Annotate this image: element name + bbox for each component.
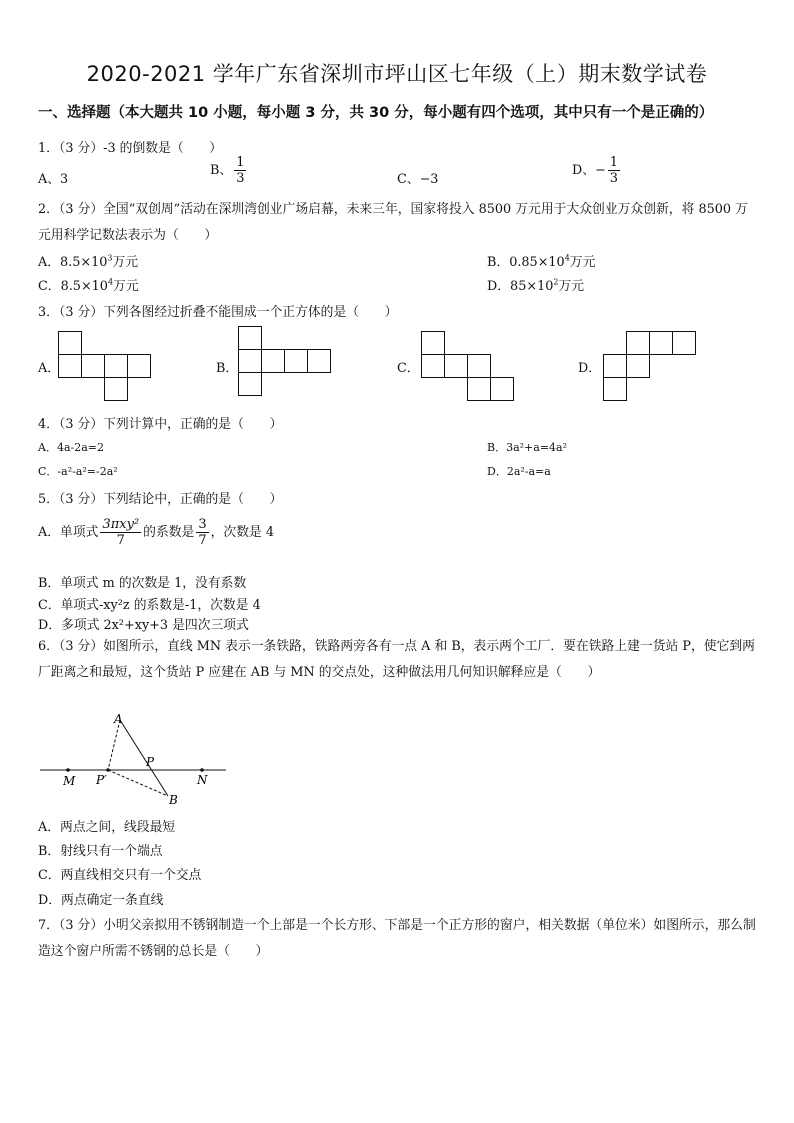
q1-b-fraction — [234, 156, 246, 185]
q5-a-coef — [196, 518, 208, 547]
q1-d-prefix: D、− — [572, 163, 606, 178]
net-square — [238, 372, 262, 396]
q1-option-a: A、3 — [38, 172, 69, 187]
q3-label-a: A． — [38, 361, 61, 376]
label-p-prime: P′ — [96, 773, 107, 787]
q7-stem: 7．（3 分）小明父亲拟用不锈钢制造一个上部是一个长方形、下部是一个正方形的窗户，相关数据（单位米）如图所示，那么制造这个窗户所需不锈钢的总长是（ ） — [38, 918, 756, 959]
q2-d-unit: 万元 — [558, 279, 585, 294]
q2-b-base: B．0.85×10 — [487, 255, 565, 270]
net-square — [626, 331, 650, 355]
q2-b-unit: 万元 — [569, 255, 596, 270]
q4-stem: 4．（3 分）下列计算中，正确的是（ ） — [38, 417, 283, 432]
q5-a-monomial — [100, 518, 141, 547]
label-a: A — [114, 712, 123, 726]
q6-stem: 6．（3 分）如图所示，直线 MN 表示一条铁路，铁路两旁各有一点 A 和 B，表示两个工厂．要在铁路上建一货站 P，使它到两厂距离之和最短，这个货站 P 应建在 AB 与 MN 的交点处，这种做法用几何知识解释应是（ ） — [38, 639, 755, 680]
q5-option-d: D．多项式 2x²+xy+3 是四次三项式 — [38, 618, 249, 633]
q6-option-c: C．两直线相交只有一个交点 — [38, 868, 202, 883]
q2-d-base: D．85×10 — [487, 279, 554, 294]
q1-option-b — [210, 156, 248, 185]
net-square — [421, 331, 445, 355]
q2-c-base: C．8.5×10 — [38, 279, 108, 294]
label-b: B — [169, 793, 178, 807]
q6-option-a: A．两点之间，线段最短 — [38, 820, 176, 835]
q5-option-c: C．单项式-xy²z 的系数是-1，次数是 4 — [38, 598, 261, 613]
q1-b-den: 3 — [236, 171, 245, 186]
net-square — [104, 354, 128, 378]
label-m: M — [63, 774, 76, 788]
q2-option-d — [487, 275, 584, 294]
point-p2 — [106, 768, 110, 772]
q2-a-exp: 3 — [107, 253, 113, 263]
q2-c-exp: 4 — [107, 277, 114, 287]
q4-option-c: C．-a²-a²=-2a² — [38, 465, 118, 478]
net-square — [58, 354, 82, 378]
label-p: P — [146, 755, 155, 769]
q5-option-b: B．单项式 m 的次数是 1，没有系数 — [38, 576, 247, 591]
net-square — [603, 354, 627, 378]
q2-option-c — [38, 275, 139, 294]
q3-label-c: C． — [397, 361, 420, 376]
q1-d-fraction — [608, 156, 620, 185]
net-square — [490, 377, 514, 401]
q1-stem: 1．（3 分）-3 的倒数是（ ） — [38, 141, 223, 156]
q2-option-b — [487, 251, 595, 270]
q1-d-den: 3 — [609, 171, 619, 186]
net-square — [261, 349, 285, 373]
net-square — [421, 354, 445, 378]
net-square — [238, 326, 262, 350]
q3-label-d: D． — [578, 361, 602, 376]
net-square — [649, 331, 673, 355]
net-square — [603, 377, 627, 401]
q6-option-b: B．射线只有一个端点 — [38, 844, 163, 859]
q1-d-num: 1 — [609, 155, 619, 170]
segment-p2-b — [108, 770, 168, 796]
net-square — [467, 354, 491, 378]
q5-a-mid: 的系数是 — [143, 525, 195, 540]
q6-option-d: D．两点确定一条直线 — [38, 893, 164, 908]
segment-ab — [120, 720, 168, 796]
q1-b-num: 1 — [236, 155, 245, 170]
net-square — [672, 331, 696, 355]
label-n: N — [197, 773, 208, 787]
section-heading: 一、选择题（本大题共 10 小题，每小题 3 分，共 30 分，每小题有四个选项，其中只有一个是正确的） — [38, 105, 714, 121]
net-square — [81, 354, 105, 378]
q5-a-post: ，次数是 4 — [210, 525, 275, 540]
net-square — [626, 354, 650, 378]
net-square — [127, 354, 151, 378]
q3-label-b: B． — [216, 361, 239, 376]
net-square — [444, 354, 468, 378]
q1-option-d — [572, 156, 622, 185]
q4-option-a: A．4a-2a=2 — [38, 441, 104, 454]
q1-option-c: C、−3 — [397, 172, 439, 187]
page-title: 2020-2021 学年广东省深圳市坪山区七年级（上）期末数学试卷 — [86, 62, 708, 86]
q2-a-unit: 万元 — [112, 255, 139, 270]
q2-stem: 2．（3 分）全国“双创周”活动在深圳湾创业广场启幕，未来三年，国家将投入 8500 万元用于大众创业万众创新，将 8500 万元用科学记数法表示为（ ） — [38, 202, 748, 243]
q1-b-prefix: B、 — [210, 163, 233, 178]
q5-stem: 5．（3 分）下列结论中，正确的是（ ） — [38, 492, 283, 507]
q5-a-den: 7 — [116, 533, 125, 548]
net-square — [467, 377, 491, 401]
q2-b-exp: 4 — [564, 253, 570, 263]
q3-stem: 3．（3 分）下列各图经过折叠不能围成一个正方体的是（ ） — [38, 305, 398, 320]
point-n — [200, 768, 204, 772]
net-square — [238, 349, 262, 373]
q6-figure — [38, 712, 238, 812]
q5-a-num: 3πxy² — [102, 517, 140, 532]
q2-a-base: A．8.5×10 — [38, 255, 108, 270]
q2-c-unit: 万元 — [113, 279, 139, 294]
net-square — [307, 349, 331, 373]
segment-a-p2 — [108, 720, 120, 770]
net-square — [284, 349, 308, 373]
net-square — [104, 377, 128, 401]
q5-option-a — [38, 518, 274, 547]
q5-a-cnum: 3 — [198, 517, 207, 532]
q2-option-a — [38, 251, 138, 270]
q5-a-pre: A．单项式 — [38, 525, 99, 540]
q2-d-exp: 2 — [553, 277, 559, 287]
net-square — [58, 331, 82, 355]
q4-option-b: B．3a²+a=4a² — [487, 441, 568, 454]
point-m — [66, 768, 70, 772]
q4-option-d: D．2a²-a=a — [487, 465, 551, 478]
q5-a-cden: 7 — [198, 533, 207, 548]
